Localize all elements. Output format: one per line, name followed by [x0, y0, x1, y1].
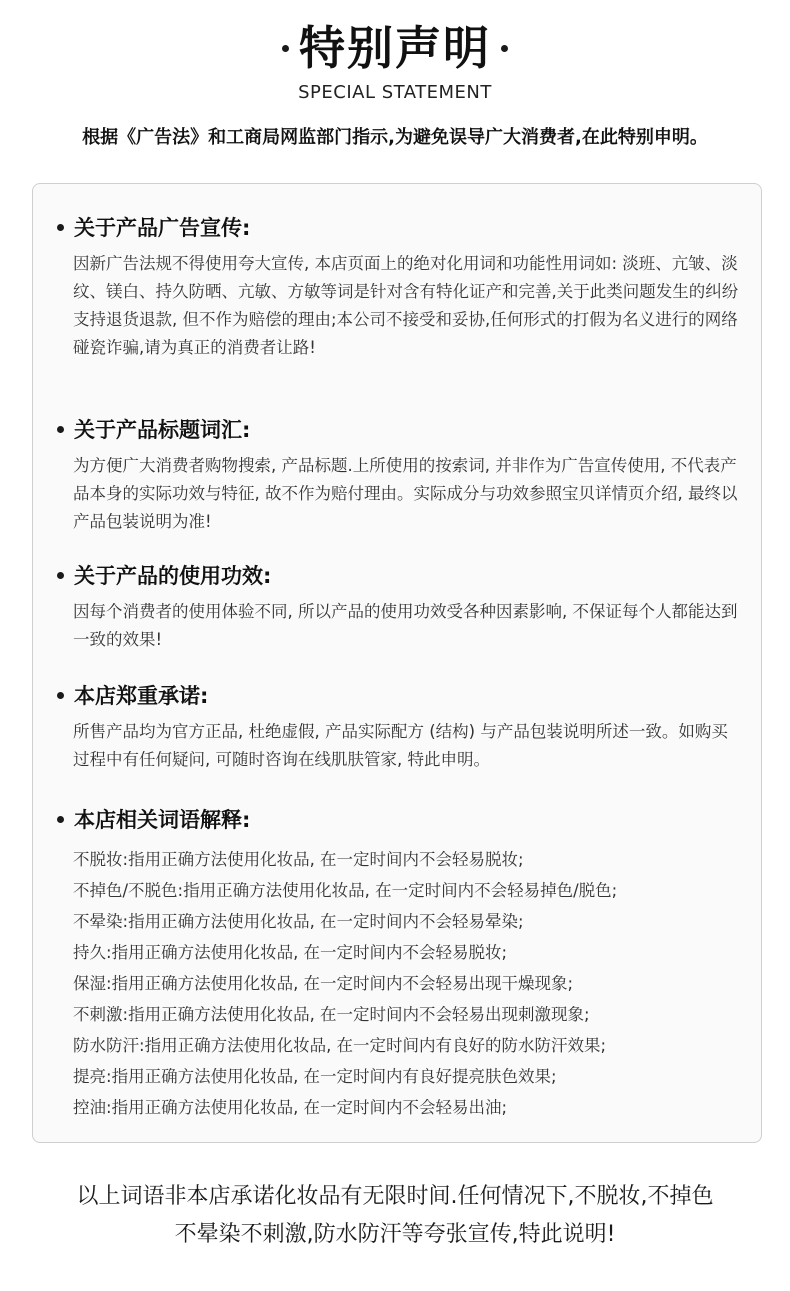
section-title: 关于产品广告宣传:	[74, 216, 251, 240]
page-subtitle: SPECIAL STATEMENT	[298, 82, 492, 103]
glossary-desc: 指用正确方法使用化妆品, 在一定时间内有良好的防水防汗效果;	[144, 1036, 607, 1055]
section-title-terms	[33, 414, 761, 536]
intro-text: 根据《广告法》和工商局网监部门指示,为避免误导广大消费者,在此特别申明。	[82, 127, 708, 148]
bullet-icon	[57, 224, 64, 231]
section-body: 因每个消费者的使用体验不同, 所以产品的使用功效受各种因素影响, 不保证每个人都能达到一致的效果!	[73, 602, 738, 649]
title-row	[0, 18, 790, 78]
glossary-item	[73, 999, 753, 1030]
footer-line-1: 以上词语非本店承诺化妆品有无限时间.任何情况下,不脱妆,不掉色	[76, 1184, 714, 1209]
bullet-icon	[57, 426, 64, 433]
section-heading	[33, 680, 761, 710]
glossary-item	[73, 937, 753, 968]
glossary-term: 持久:	[73, 943, 112, 962]
section-title: 关于产品的使用功效:	[74, 564, 272, 588]
footer-line-2: 不晕染不刺激,防水防汗等夸张宣传,特此说明!	[174, 1222, 616, 1247]
section-glossary	[33, 804, 761, 1123]
section-heading	[33, 560, 761, 590]
glossary-desc: 指用正确方法使用化妆品, 在一定时间内不会轻易脱妆;	[111, 943, 508, 962]
glossary-item	[73, 844, 753, 875]
glossary-desc: 指用正确方法使用化妆品, 在一定时间内不会轻易出油;	[111, 1098, 508, 1117]
glossary-desc: 指用正确方法使用化妆品, 在一定时间内有良好提亮肤色效果;	[111, 1067, 557, 1086]
glossary-item	[73, 968, 753, 999]
glossary-item	[73, 906, 753, 937]
page-title: 特别声明	[299, 21, 491, 75]
section-body: 所售产品均为官方正品, 杜绝虚假, 产品实际配方 (结构) 与产品包装说明所述一致。如购买过程中有任何疑问, 可随时咨询在线肌肤管家, 特此申明。	[73, 722, 728, 769]
glossary-desc: 指用正确方法使用化妆品, 在一定时间内不会轻易出现刺激现象;	[128, 1005, 590, 1024]
glossary-term: 不掉色/不脱色:	[73, 881, 184, 900]
section-body: 因新广告法规不得使用夸大宣传, 本店页面上的绝对化用词和功能性用词如: 淡班、亢皱、淡纹、镁白、持久防晒、亢敏、方敏等词是针对含有特化证产和完善,关于此类问题发生的纠纷支持退货退款, 但不作为赔偿的理由;本公司不接受和妥协,任何形式的打假为名义进行的网络碰瓷诈骗,请为真正的消费者让路!	[73, 254, 739, 357]
bullet-icon	[57, 816, 64, 823]
footer-note	[0, 1178, 790, 1254]
section-promise	[33, 680, 761, 774]
glossary-desc: 指用正确方法使用化妆品, 在一定时间内不会轻易脱妆;	[128, 850, 524, 869]
section-advertising	[33, 212, 761, 362]
glossary-term: 控油:	[73, 1098, 112, 1117]
bullet-icon	[57, 572, 64, 579]
glossary-desc: 指用正确方法使用化妆品, 在一定时间内不会轻易出现干燥现象;	[111, 974, 574, 993]
glossary-term: 不脱妆:	[73, 850, 129, 869]
glossary-desc: 指用正确方法使用化妆品, 在一定时间内不会轻易晕染;	[128, 912, 524, 931]
bullet-icon	[57, 692, 64, 699]
glossary-desc: 指用正确方法使用化妆品, 在一定时间内不会轻易掉色/脱色;	[183, 881, 618, 900]
statement-panel	[32, 183, 762, 1143]
title-bullet-right	[501, 45, 508, 52]
glossary-item	[73, 1030, 753, 1061]
title-bullet-left	[282, 45, 289, 52]
glossary-term: 提亮:	[73, 1067, 112, 1086]
glossary-list	[73, 844, 753, 1123]
glossary-term: 不晕染:	[73, 912, 129, 931]
glossary-item	[73, 1092, 753, 1123]
section-heading	[33, 212, 761, 242]
glossary-term: 保湿:	[73, 974, 112, 993]
glossary-term: 防水防汗:	[73, 1036, 145, 1055]
statement-header	[0, 18, 790, 104]
section-title: 本店相关词语解释:	[74, 808, 251, 832]
glossary-item	[73, 875, 753, 906]
section-heading	[33, 804, 761, 834]
section-title: 本店郑重承诺:	[74, 684, 209, 708]
glossary-item	[73, 1061, 753, 1092]
glossary-term: 不刺激:	[73, 1005, 129, 1024]
section-efficacy	[33, 560, 761, 654]
section-heading	[33, 414, 761, 444]
section-body: 为方便广大消费者购物搜索, 产品标题.上所使用的按索词, 并非作为广告宣传使用, 不代表产品本身的实际功效与特征, 故不作为赔付理由。实际成分与功效参照宝贝详情页介绍, 最终以产品包装说明为准!	[73, 456, 738, 531]
section-title: 关于产品标题词汇:	[74, 418, 251, 442]
